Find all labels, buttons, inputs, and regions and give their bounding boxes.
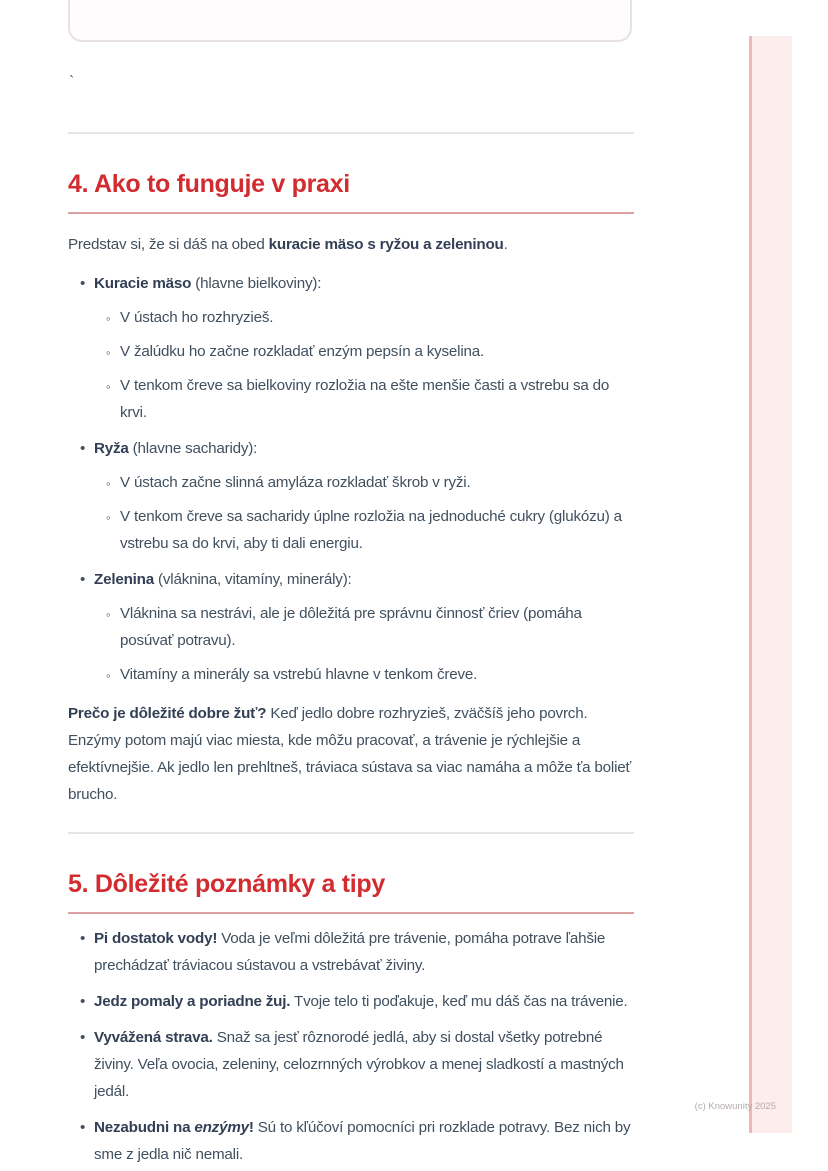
intro-paragraph — [68, 231, 634, 258]
list-item-lead-italic: enzýmy — [194, 1119, 249, 1136]
list-item-lead: Nezabudni na — [94, 1119, 195, 1136]
list-item-lead: Vyvážená strava. — [94, 1029, 213, 1046]
list-item-text: (vláknina, vitamíny, minerály): — [154, 571, 352, 588]
chewing-paragraph — [68, 700, 634, 808]
list-item-enzymy — [80, 1114, 634, 1168]
stray-backtick: ` — [69, 74, 75, 91]
list-item-lead: Ryža — [94, 440, 129, 457]
list-item-lead: ! — [248, 1119, 254, 1136]
sub-list-item: ◦ Vitamíny a minerály sa vstrebú hlavne v tenkom čreve. — [106, 661, 634, 688]
list-item-text: (hlavne sacharidy): — [128, 440, 258, 457]
list-item-lead: Jedz pomaly a poriadne žuj. — [94, 993, 291, 1010]
sub-list — [94, 469, 634, 557]
list-item-text: Voda je veľmi dôležitá pre trávenie, pomáha potrave ľahšie prechádzať tráviacou sústavou a vstrebávať živiny. — [94, 930, 606, 974]
list-item-text: Tvoje telo ti poďakuje, keď mu dáš čas na trávenie. — [290, 993, 628, 1010]
intro-text-post: . — [503, 236, 508, 253]
intro-text-pre: Predstav si, že si dáš na obed — [68, 236, 269, 253]
sub-list-item: ◦ V ústach ho rozhryzieš. — [106, 304, 634, 331]
tips-list — [68, 925, 634, 1168]
list-item-voda — [80, 925, 634, 979]
content-column — [68, 132, 634, 1168]
section-4-heading: 4. Ako to funguje v praxi — [68, 167, 634, 214]
sub-list-item: ◦ Vláknina sa nestrávi, ale je dôležitá pre správnu činnosť čriev (pomáha posúvať potravu). — [106, 600, 634, 654]
list-item-vyvazena-strava — [80, 1024, 634, 1105]
chewing-paragraph-lead: Prečo je dôležité dobre žuť? — [68, 705, 267, 722]
list-item-lead: Pi dostatok vody! — [94, 930, 218, 947]
page-edge-band — [749, 36, 792, 1133]
section-5-heading: 5. Dôležité poznámky a tipy — [68, 867, 634, 914]
list-item-lead: Zelenina — [94, 571, 155, 588]
list-item-lead: Kuracie mäso — [94, 275, 192, 292]
food-list — [68, 270, 634, 688]
section-divider — [68, 132, 634, 134]
sub-list — [94, 600, 634, 688]
list-item-text: Sú to kľúčoví pomocníci pri rozklade potravy. Bez nich by sme z jedla nič nemali. — [94, 1119, 631, 1163]
copyright-label: (c) Knowunity 2025 — [694, 1101, 776, 1112]
list-item-zelenina — [80, 566, 634, 688]
card-bottom-edge — [68, 0, 632, 42]
sub-list-item: ◦ V tenkom čreve sa sacharidy úplne rozložia na jednoduché cukry (glukózu) a vstrebu sa do krvi, aby ti dali energiu. — [106, 503, 634, 557]
sub-list-item: ◦ V tenkom čreve sa bielkoviny rozložia na ešte menšie časti a vstrebu sa do krvi. — [106, 372, 634, 426]
list-item-text: (hlavne bielkoviny): — [191, 275, 322, 292]
sub-list — [94, 304, 634, 426]
list-item-text: Snaž sa jesť rôznorodé jedlá, aby si dostal všetky potrebné živiny. Veľa ovocia, zeleniny, celozrnných výrobkov a menej sladkostí a mastných jedál. — [94, 1029, 624, 1100]
intro-text-bold: kuracie mäso s ryžou a zeleninou — [268, 236, 504, 253]
sub-list-item: ◦ V ústach začne slinná amyláza rozkladať škrob v ryži. — [106, 469, 634, 496]
sub-list-item: ◦ V žalúdku ho začne rozkladať enzým pepsín a kyselina. — [106, 338, 634, 365]
list-item-jedz-pomaly — [80, 988, 634, 1015]
chewing-paragraph-text: Keď jedlo dobre rozhryzieš, zväčšíš jeho povrch. Enzýmy potom majú viac miesta, kde môžu pracovať, a trávenie je rýchlejšie a efektívnejšie. Ak jedlo len prehltneš, tráviaca sústava sa viac namáha a môže ťa bolieť brucho. — [68, 705, 631, 803]
list-item-kuracie-maso — [80, 270, 634, 426]
list-item-ryza — [80, 435, 634, 557]
section-divider — [68, 832, 634, 834]
